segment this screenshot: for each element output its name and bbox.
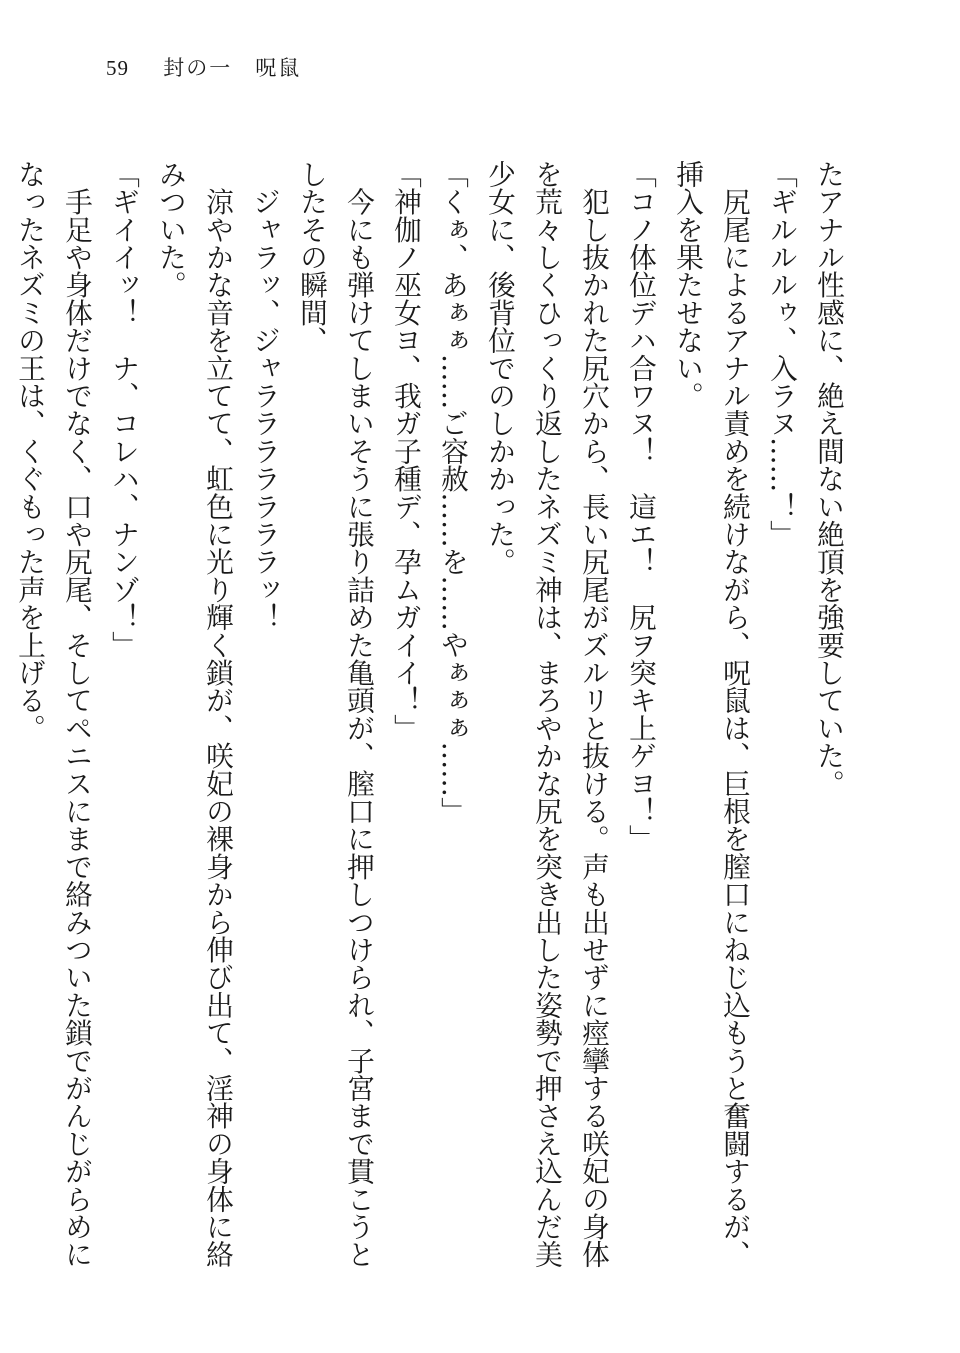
text-line: 少女に、後背位でのしかかった。	[483, 160, 516, 576]
text-line: なったネズミの王は、くぐもった声を上げる。	[13, 160, 46, 742]
text-line: ジャラッ、ジャラララララララッ！	[248, 160, 281, 631]
text-line: 「コノ体位デハ合ワヌ！ 這エ！ 尻ヲ突キ上ゲヨ！」	[624, 160, 657, 853]
text-line: みついた。	[154, 160, 187, 299]
text-line: 挿入を果たせない。	[671, 160, 704, 410]
running-header	[106, 52, 301, 82]
page-number: 59	[106, 56, 129, 80]
text-line: 犯し抜かれた尻穴から、長い尻尾がズルリと抜ける。声も出せずに痙攣する咲妃の身体	[577, 160, 610, 1268]
text-line: を荒々しくひっくり返したネズミ神は、まろやかな尻を突き出した姿勢で押さえ込んだ美	[530, 160, 563, 1268]
text-line: 「くぁ、あぁぁ……ご容赦……を……やぁぁぁ……」	[436, 160, 469, 825]
text-line: たアナル性感に、絶え間ない絶頂を強要していた。	[812, 160, 845, 798]
text-line: したその瞬間、	[295, 160, 328, 354]
text-line: 手足や身体だけでなく、口や尻尾、そしてペニスにまで絡みついた鎖でがんじがらめに	[60, 160, 93, 1268]
text-line: 今にも弾けてしまいそうに張り詰めた亀頭が、膣口に押しつけられ、子宮まで貫こうと	[342, 160, 375, 1268]
text-line: 「神伽ノ巫女ヨ、我ガ子種デ、孕ムガイイ！」	[389, 160, 422, 742]
chapter-title: 封の一 呪鼠	[163, 56, 302, 80]
text-line: 「ギイイッ！ ナ、コレハ、ナンゾ！」	[107, 160, 140, 659]
vertical-body-text	[13, 160, 852, 1270]
text-line: 尻尾によるアナル責めを続けながら、呪鼠は、巨根を膣口にねじ込もうと奮闘するが、	[718, 160, 751, 1268]
text-line: 「ギルルルゥ、入ラヌ……！」	[765, 160, 798, 548]
text-line: 涼やかな音を立てて、虹色に光り輝く鎖が、咲妃の裸身から伸び出て、淫神の身体に絡	[201, 160, 234, 1268]
